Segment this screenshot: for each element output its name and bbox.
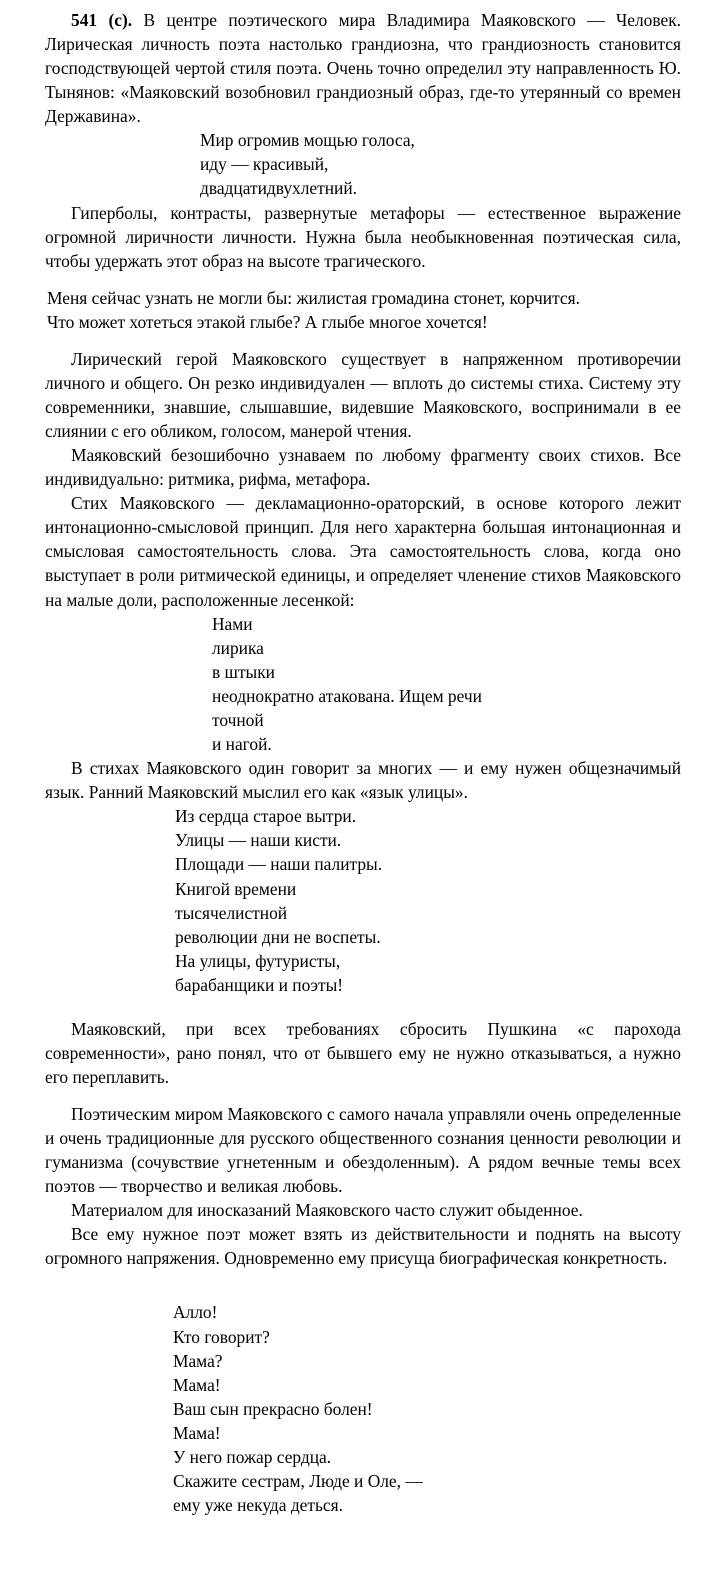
spacer <box>45 1089 681 1102</box>
paragraph-3: Лирический герой Маяковского существует в напряженном противоречии личного и общего. Он резко индивидуален — вплоть до системы стиха. Систему эту современники, знавшие, слышавшие, видевшие Маяковского, воспринимали в ее слиянии с его обликом, голосом, манерой чтения. <box>45 349 681 442</box>
verse-line: Площади — наши палитры. <box>175 854 383 875</box>
paragraph-6: В стихах Маяковского один говорит за многих — и ему нужен общезначимый язык. Ранний Маяковский мыслил его как «язык улицы». <box>45 758 681 803</box>
paragraph-5: Стих Маяковского — декламационно-ораторский, в основе которого лежит интонационно-смысловой принцип. Для него характерна большая интонационная и смысловая самостоятельность слова. Эта самостоятельность слова, когда оно выступает в роли ритмической единицы, и определяет членение стихов Маяковского на малые доли, расположенные лесенкой: <box>45 493 681 610</box>
verse-line: в штыки <box>212 661 275 682</box>
verse-block-2 <box>45 612 681 757</box>
spacer <box>45 273 681 286</box>
verse-line: и нагой. <box>212 734 272 755</box>
page-content <box>45 8 681 1517</box>
verse-line: Нами <box>212 613 253 634</box>
verse-line: неоднократно атакована. Ищем речи <box>212 685 482 706</box>
verse-line: Мама! <box>173 1422 221 1443</box>
spacer <box>45 997 681 1017</box>
verse-line: барабанщики и поэты! <box>175 974 344 995</box>
verse-line: двадцатидвухлетний. <box>200 178 357 199</box>
verse-line: На улицы, футуристы, <box>175 950 341 971</box>
quote-line: Меня сейчас узнать не могли бы: жилистая громадина стонет, корчится. <box>47 287 580 308</box>
paragraph-7: Маяковский, при всех требованиях сбросить Пушкина «с парохода современности», рано понял, что от бывшего ему не нужно отказываться, а нужно его переплавить. <box>45 1018 681 1088</box>
verse-block-1 <box>45 128 681 200</box>
verse-line: точной <box>212 709 264 730</box>
paragraph-8: Поэтическим миром Маяковского с самого начала управляли очень определенные и очень традиционные для русского общественного сознания ценности революции и гуманизма (сочувствие угнетенным и обездоленным). А рядом вечные темы всех поэтов — творчество и великая любовь. <box>45 1104 681 1197</box>
verse-line: У него пожар сердца. <box>173 1447 332 1468</box>
verse-line: Из сердца старое вытри. <box>175 806 357 827</box>
paragraph-1-text: В центре поэтического мира Владимира Маяковского — Человек. Лирическая личность поэта настолько грандиозна, что грандиозность становится господствующей чертой стиля поэта. Очень точно определил эту направленность Ю. Тынянов: «Маяковский возобновил грандиозный образ, где-то утерянный со времен Державина». <box>45 10 681 127</box>
paragraph-10: Все ему нужное поэт может взять из действительности и поднять на высоту огромного напряжения. Одновременно ему присуща биографическая конкретность. <box>45 1224 681 1269</box>
verse-line: Ваш сын прекрасно болен! <box>173 1398 373 1419</box>
spacer <box>45 334 681 347</box>
verse-line: Мама? <box>173 1350 223 1371</box>
verse-block-4 <box>45 1300 681 1517</box>
verse-line: Книгой времени <box>175 878 297 899</box>
verse-line: Мир огромив мощью голоса, <box>200 130 415 151</box>
verse-line: ему уже некуда деться. <box>173 1495 343 1516</box>
verse-line: революции дни не воспеты. <box>175 926 381 947</box>
paragraph-1 <box>45 8 681 128</box>
verse-line: Кто говорит? <box>173 1326 270 1347</box>
paragraph-9: Материалом для иносказаний Маяковского часто служит обыденное. <box>71 1200 583 1221</box>
verse-block-3 <box>45 804 681 997</box>
exercise-number: 541 (с). <box>71 10 133 30</box>
verse-line: иду — красивый, <box>200 154 329 175</box>
verse-line: Алло! <box>173 1302 218 1323</box>
quote-line: Что может хотеться этакой глыбе? А глыбе многое хочется! <box>47 311 488 332</box>
paragraph-4: Маяковский безошибочно узнаваем по любому фрагменту своих стихов. Все индивидуально: ритмика, рифма, метафора. <box>45 445 681 490</box>
verse-line: Мама! <box>173 1374 221 1395</box>
verse-line: Скажите сестрам, Люде и Оле, — <box>173 1471 423 1492</box>
verse-line: тысячелистной <box>175 902 288 923</box>
quote-block-1 <box>45 286 681 334</box>
spacer <box>45 1270 681 1300</box>
verse-line: лирика <box>212 637 264 658</box>
paragraph-2: Гиперболы, контрасты, развернутые метафоры — естественное выражение огромной лиричности личности. Нужна была необыкновенная поэтическая сила, чтобы удержать этот образ на высоте трагического. <box>45 202 681 271</box>
verse-line: Улицы — наши кисти. <box>175 830 342 851</box>
